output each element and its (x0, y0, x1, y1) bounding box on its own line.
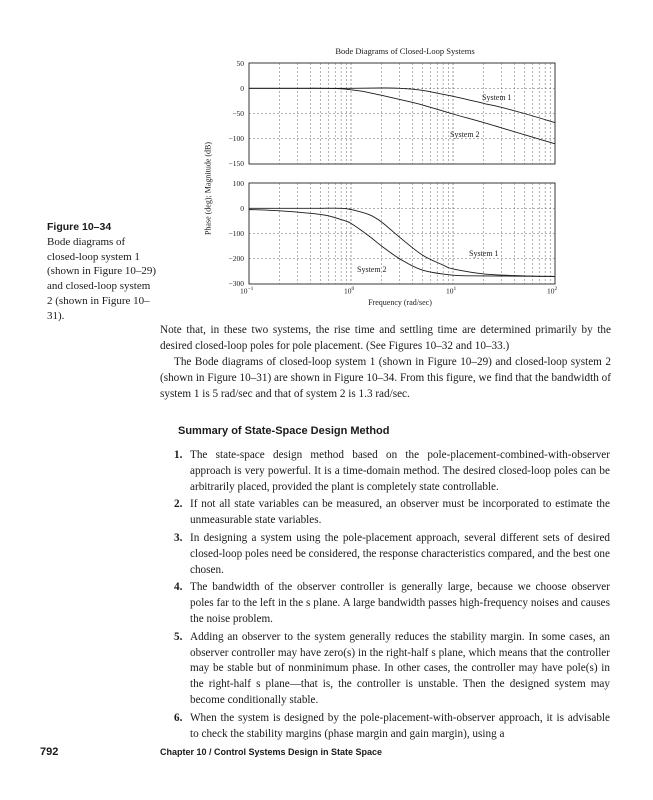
x-axis-label: Frequency (rad/sec) (368, 298, 432, 307)
phase-tick: −300 (228, 279, 244, 288)
mag-tick: 0 (240, 84, 244, 93)
figure-title: Bode Diagrams of Closed-Loop Systems (335, 46, 475, 56)
phase-curve-system-1 (249, 208, 555, 276)
magnitude-grid (249, 63, 555, 164)
list-item: 1. The state-space design method based on the pole-placement-combined-with-observer approach is very powerful. It is a time-domain method. The desired closed-loop poles can be arbitrarily placed, provided the plant is completely state controllable. (174, 449, 610, 493)
bode-curves (249, 88, 555, 276)
list-item: 2. If not all state variables can be measured, an observer must be incorporated to estimate the unmeasurable state variables. (174, 498, 610, 527)
paragraph: The Bode diagrams of closed-loop system 1 (shown in Figure 10–29) and closed-loop system 2 (shown in Figure 10–31) are shown in Figure 10–34. From this figure, we find that the bandwidth of system 1 is 5 rad/sec and that of system 2 is 1.3 rad/sec. (160, 356, 611, 400)
list-item: 5. Adding an observer to the system generally reduces the stability margin. In some cases, an observer controller may have zero(s) in the right-half s plane, which means that the controller may be stable but of nonminimum phase. In other cases, the controller may have pole(s) in the right-half s plane—that is, the controller is unstable. Then the designed system may become conditionally stable. (174, 630, 610, 706)
caption-text: Bode diagrams of closed-loop system 1 (shown in Figure 10–29) and closed-loop system 2 (shown in Figure 10–31). (47, 235, 157, 322)
x-tick: $10^1$ (446, 286, 457, 296)
body-text (160, 322, 611, 402)
phase-grid (249, 183, 555, 284)
list-item: 4. The bandwidth of the observer controller is generally large, because we choose observer poles far to the left in the s plane. A large bandwidth passes high-frequency noises and causes the noise problem. (174, 581, 610, 625)
phase-tick: 0 (240, 204, 244, 213)
summary-list (174, 448, 610, 744)
list-item: 3. In designing a system using the pole-placement approach, several different sets of desired closed-loop poles need be considered, the response characteristics compared, and the best one chosen. (174, 531, 610, 576)
mag-tick: −50 (232, 109, 244, 118)
mag-tick: −150 (228, 159, 244, 168)
mag-tick: 50 (236, 59, 244, 68)
page-number: 792 (40, 746, 59, 758)
figure-caption (47, 220, 157, 324)
mag-system2-label: System 2 (450, 130, 480, 139)
paragraph: Note that, in these two systems, the rise time and settling time are determined primarily by the desired closed-loop poles for pole placement. (See Figures 10–32 and 10–33.) (160, 324, 611, 352)
phase-tick: −100 (228, 229, 244, 238)
list-item: 6. When the system is designed by the pole-placement-with-observer approach, it is advisable to check the stability margins (phase margin and gain margin), using a (174, 711, 610, 740)
x-tick: $10^2$ (547, 286, 558, 296)
x-tick: $10^{-1}$ (240, 286, 254, 296)
phase-system1-label: System 1 (469, 249, 499, 258)
mag-tick: −100 (228, 134, 244, 143)
x-tick: $10^0$ (344, 286, 355, 296)
section-heading: Summary of State-Space Design Method (178, 425, 390, 437)
running-footer: Chapter 10 / Control Systems Design in State Space (160, 747, 383, 757)
y-axis-label: Phase (deg); Magnitude (dB) (203, 141, 213, 236)
phase-tick: 100 (232, 179, 244, 188)
caption-label: Figure 10–34 (47, 221, 112, 233)
phase-curve-system-2 (249, 210, 555, 277)
mag-system1-label: System 1 (482, 93, 512, 102)
phase-system2-label: System 2 (357, 265, 387, 274)
phase-tick: −200 (228, 254, 244, 263)
